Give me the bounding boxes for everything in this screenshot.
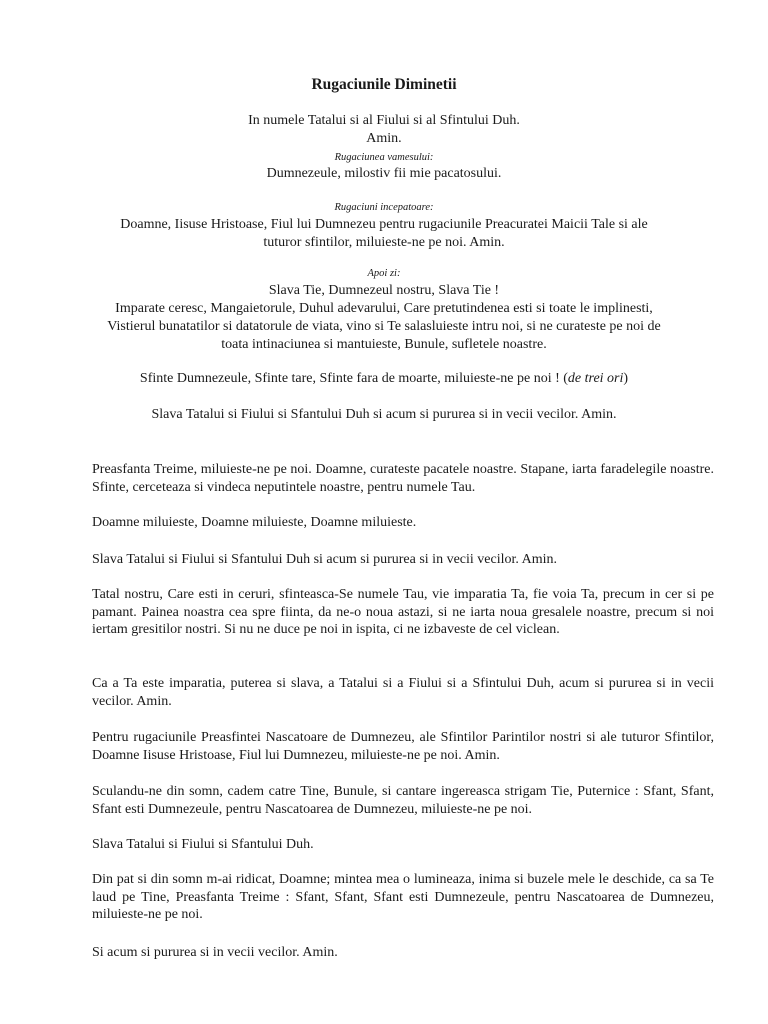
incepatoare-line1: Doamne, Iisuse Hristoase, Fiul lui Dumnezeu pentru rugaciunile Preacuratei Maicii Tale si ale — [120, 217, 648, 232]
paragraph-pentru-rugaciunile: Pentru rugaciunile Preasfintei Nascatoare de Dumnezeu, ale Sfintilor Parintilor nostri si ale tuturor Sfintilor, Doamne Iisuse Hristoase, Fiul lui Dumnezeu, miluieste-ne pe noi. Amin. — [92, 730, 714, 763]
sfinte-note: de trei ori — [567, 371, 624, 386]
apoi-line3: Vistierul bunatatilor si datatorule de viata, vino si Te salasluieste intru noi, si ne curateste pe noi de — [107, 319, 661, 334]
vamesului-heading: Rugaciunea vamesului: — [334, 152, 434, 163]
sfinte-text: Sfinte Dumnezeule, Sfinte tare, Sfinte fara de moarte, miluieste-ne pe noi ! ( — [139, 371, 568, 386]
slava-line: Slava Tatalui si Fiului si Sfantului Duh si acum si pururea si in vecii vecilor. Amin. — [151, 407, 617, 422]
apoi-line2: Imparate ceresc, Mangaietorule, Duhul adevarului, Care pretutindenea esti si toate le implinesti, — [115, 301, 653, 316]
sfinte-line — [84, 370, 684, 388]
sfinte-close: ) — [623, 371, 629, 386]
paragraph-preasfanta: Preasfanta Treime, miluieste-ne pe noi. Doamne, curateste pacatele noastre. Stapane, iarta faradelegile noastre. Sfinte, cerceteaza si vindeca neputintele noastre, pentru numele Tau. — [92, 462, 714, 495]
apoi-heading: Apoi zi: — [367, 268, 401, 279]
vamesului-text: Dumnezeule, milostiv fii mie pacatosului. — [266, 166, 502, 181]
paragraph-ca-a-ta: Ca a Ta este imparatia, puterea si slava, a Tatalui si a Fiului si a Sfintului Duh, acum si pururea si in vecii vecilor. Amin. — [92, 676, 714, 709]
paragraph-slava: Slava Tatalui si Fiului si Sfantului Duh si acum si pururea si in vecii vecilor. Amin. — [92, 552, 557, 567]
page-title: Rugaciunile Diminetii — [311, 76, 457, 93]
paragraph-sculandu: Sculandu-ne din somn, cadem catre Tine, Bunule, si cantare ingereasca strigam Tie, Puternice : Sfant, Sfant, Sfant esti Dumnezeule, pentru Nascatoarea de Dumnezeu, miluieste-ne pe noi. — [92, 784, 714, 817]
paragraph-tatal-nostru: Tatal nostru, Care esti in ceruri, sfinteasca-Se numele Tau, vie imparatia Ta, fie voia Ta, precum in cer si pe pamant. Painea noastra cea spre fiinta, da ne-o noua astazi, si ne iarta noua gresalele noastre, precum si noi iertam gresitilor nostri. Si nu ne duce pe noi in ispita, ci ne izbaveste de cel viclean. — [92, 587, 714, 637]
paragraph-doamne-miluieste: Doamne miluieste, Doamne miluieste, Doamne miluieste. — [92, 515, 417, 530]
incepatoare-heading: Rugaciuni incepatoare: — [334, 202, 434, 213]
opening-line: In numele Tatalui si al Fiului si al Sfintului Duh. — [248, 113, 520, 128]
incepatoare-line2: tuturor sfintilor, miluieste-ne pe noi. Amin. — [263, 235, 505, 250]
paragraph-din-pat: Din pat si din somn m-ai ridicat, Doamne; mintea mea o lumineaza, inima si buzele mele le deschide, ca sa Te laud pe Tine, Preasfanta Treime : Sfant, Sfant, Sfant esti Dumnezeule, pentru Nascatoarea de Dumnezeu, miluieste-ne pe noi. — [92, 872, 714, 922]
apoi-line1: Slava Tie, Dumnezeul nostru, Slava Tie ! — [268, 283, 500, 298]
paragraph-si-acum: Si acum si pururea si in vecii vecilor. Amin. — [92, 945, 338, 960]
paragraph-slava-scurta: Slava Tatalui si Fiului si Sfantului Duh. — [92, 837, 314, 852]
apoi-line4: toata intinaciunea si mantuieste, Bunule, sufletele noastre. — [221, 337, 547, 352]
opening-amin: Amin. — [366, 131, 402, 146]
